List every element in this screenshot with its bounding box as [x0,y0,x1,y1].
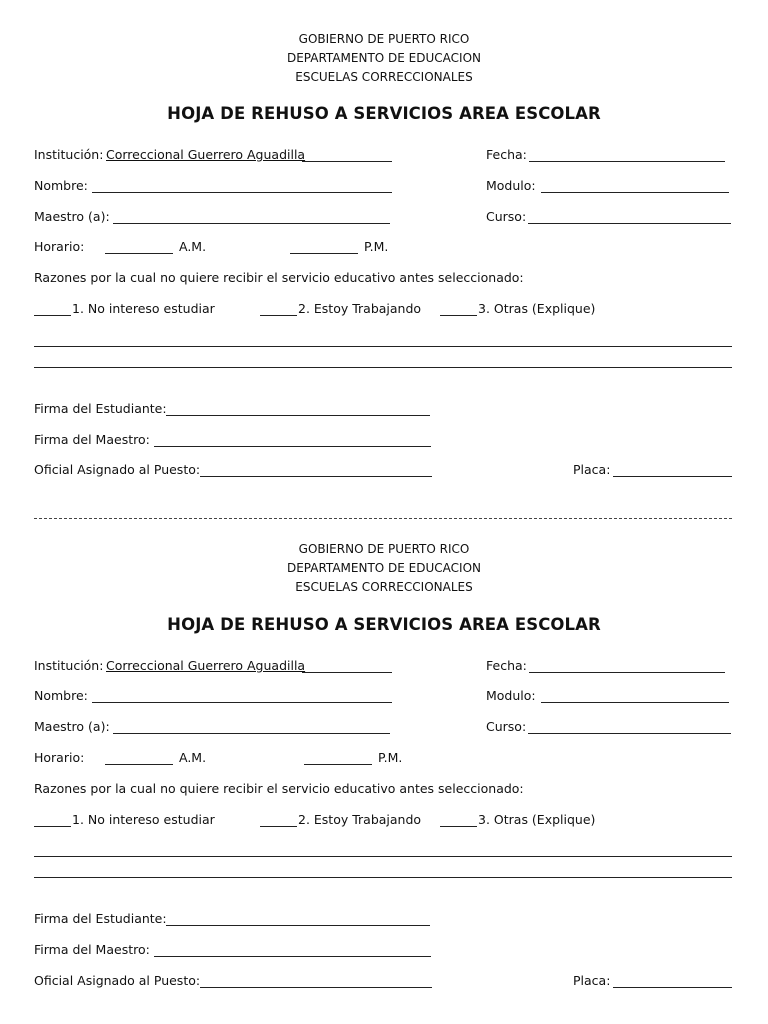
pm-line[interactable] [304,764,372,765]
reasons-prompt: Razones por la cual no quiere recibir el servicio educativo antes seleccionado: [34,781,524,796]
header-department: DEPARTAMENTO DE EDUCACION [286,561,482,575]
placa-label: Placa: [573,973,611,988]
option2-blank[interactable] [260,826,297,827]
institucion-value: Correccional Guerrero Aguadilla [106,147,306,162]
pm-label: P.M. [378,750,403,765]
option3-blank[interactable] [440,826,477,827]
header-schools: ESCUELAS CORRECCIONALES [295,70,473,84]
am-label: A.M. [179,750,207,765]
option2-blank[interactable] [260,315,297,316]
nombre-line[interactable] [92,192,392,193]
refusal-form-top [0,0,768,510]
reasons-prompt: Razones por la cual no quiere recibir el servicio educativo antes seleccionado: [34,270,524,285]
firma-maestro-label: Firma del Maestro: [34,942,150,957]
institucion-value: Correccional Guerrero Aguadilla [106,658,306,673]
am-line[interactable] [105,764,173,765]
firma-estudiante-line[interactable] [166,415,430,416]
horario-label: Horario: [34,239,85,254]
placa-line[interactable] [613,476,732,477]
maestro-line[interactable] [113,733,390,734]
firma-maestro-line[interactable] [154,956,431,957]
oficial-label: Oficial Asignado al Puesto: [34,462,201,477]
header-government: GOBIERNO DE PUERTO RICO [298,542,470,556]
form-title: HOJA DE REHUSO A SERVICIOS AREA ESCOLAR [167,104,601,123]
fecha-line[interactable] [529,672,725,673]
option1-label: 1. No intereso estudiar [72,301,215,316]
refusal-form-bottom [0,510,768,1020]
institucion-label: Institución: [34,147,104,162]
placa-label: Placa: [573,462,611,477]
option1-blank[interactable] [34,315,71,316]
option2-label: 2. Estoy Trabajando [298,812,422,827]
explanation-line-2[interactable] [34,877,732,878]
placa-line[interactable] [613,987,732,988]
explanation-line-2[interactable] [34,367,732,368]
option1-blank[interactable] [34,826,71,827]
modulo-label: Modulo: [486,178,536,193]
am-label: A.M. [179,239,207,254]
nombre-line[interactable] [92,702,392,703]
institucion-line[interactable] [302,161,392,162]
header-schools: ESCUELAS CORRECCIONALES [295,580,473,594]
explanation-line-1[interactable] [34,346,732,347]
option2-label: 2. Estoy Trabajando [298,301,422,316]
option3-label: 3. Otras (Explique) [478,812,596,827]
option3-label: 3. Otras (Explique) [478,301,596,316]
oficial-line[interactable] [200,987,432,988]
curso-label: Curso: [486,719,527,734]
modulo-line[interactable] [541,702,729,703]
header-department: DEPARTAMENTO DE EDUCACION [286,51,482,65]
firma-estudiante-label: Firma del Estudiante: [34,401,167,416]
am-line[interactable] [105,253,173,254]
institucion-line[interactable] [302,672,392,673]
oficial-line[interactable] [200,476,432,477]
maestro-label: Maestro (a): [34,719,110,734]
firma-maestro-line[interactable] [154,446,431,447]
institucion-label: Institución: [34,658,104,673]
fecha-label: Fecha: [486,147,527,162]
horario-label: Horario: [34,750,85,765]
maestro-label: Maestro (a): [34,209,110,224]
oficial-label: Oficial Asignado al Puesto: [34,973,201,988]
fecha-line[interactable] [529,161,725,162]
explanation-line-1[interactable] [34,856,732,857]
firma-estudiante-label: Firma del Estudiante: [34,911,167,926]
pm-line[interactable] [290,253,358,254]
option1-label: 1. No intereso estudiar [72,812,215,827]
modulo-label: Modulo: [486,688,536,703]
firma-estudiante-line[interactable] [166,925,430,926]
header-government: GOBIERNO DE PUERTO RICO [298,32,470,46]
maestro-line[interactable] [113,223,390,224]
form-title: HOJA DE REHUSO A SERVICIOS AREA ESCOLAR [167,615,601,634]
firma-maestro-label: Firma del Maestro: [34,432,150,447]
pm-label: P.M. [364,239,389,254]
nombre-label: Nombre: [34,178,88,193]
modulo-line[interactable] [541,192,729,193]
nombre-label: Nombre: [34,688,88,703]
fecha-label: Fecha: [486,658,527,673]
curso-label: Curso: [486,209,527,224]
option3-blank[interactable] [440,315,477,316]
curso-line[interactable] [528,223,731,224]
curso-line[interactable] [528,733,731,734]
